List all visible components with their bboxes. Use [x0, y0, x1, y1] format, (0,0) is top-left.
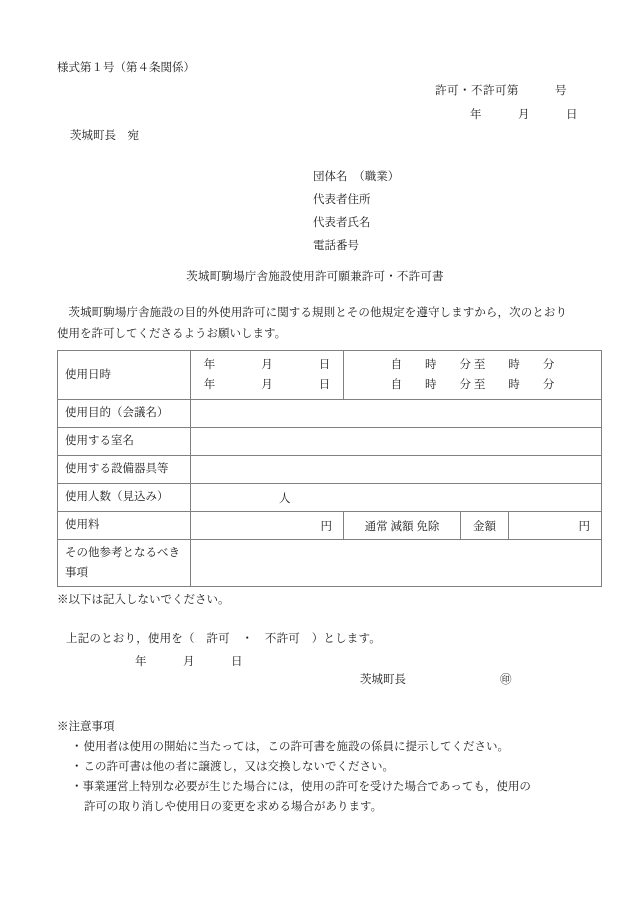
- bullet-icon: ・: [71, 741, 83, 753]
- seal-icon: ㊞: [500, 674, 512, 686]
- page-title: 茨城町駒場庁舎施設使用許可願兼許可・不許可書: [186, 271, 444, 283]
- equipment-input-cell[interactable]: [191, 456, 602, 484]
- fee-amount-label: 金額: [461, 512, 509, 540]
- bullet-icon: ・: [71, 781, 83, 793]
- table-row-equipment: [58, 456, 602, 484]
- applicant-phone-label: 電話番号: [313, 240, 359, 252]
- usage-time-cell[interactable]: [344, 351, 602, 400]
- applicant-representative-address-label: 代表者住所: [313, 194, 371, 206]
- people-unit-label: 人: [279, 492, 291, 505]
- fee-options-cell[interactable]: 通常 減額 免除: [344, 512, 461, 540]
- table-row-room: [58, 428, 602, 456]
- purpose-input-cell[interactable]: [191, 400, 602, 428]
- fee-final-amount-cell[interactable]: [509, 512, 602, 540]
- addressee-label: 茨城町長 宛: [70, 130, 139, 142]
- caution-item-text: この許可書は他の者に譲渡し，又は交換しないでください。: [83, 761, 394, 773]
- bullet-icon: ・: [71, 761, 83, 773]
- caution-item-text: 事業運営上特別な必要が生じた場合には，使用の許可を受けた場合であっても，使用の: [82, 781, 531, 793]
- usage-time-line-1: 自 時 分 至 時 分: [390, 359, 555, 371]
- fee-amount-cell[interactable]: [191, 512, 344, 540]
- permit-number-field: 許可・不許可第 号: [435, 85, 567, 97]
- table-row-fee: [58, 512, 602, 540]
- row-label-equipment: 使用する設備器具等: [58, 456, 191, 484]
- people-input-cell[interactable]: [191, 484, 602, 512]
- row-label-room: 使用する室名: [58, 428, 191, 456]
- usage-date-cell[interactable]: [191, 351, 344, 400]
- usage-date-line-1: 年 月 日: [203, 359, 331, 371]
- table-row-other: [58, 540, 602, 587]
- application-details-table: [57, 350, 602, 587]
- cautions-section: [57, 717, 577, 817]
- cautions-title: ※注意事項: [57, 721, 115, 733]
- fee-yen-unit-label: 円: [320, 520, 332, 533]
- usage-date-line-2: 年 月 日: [203, 379, 331, 391]
- room-input-cell[interactable]: [191, 428, 602, 456]
- table-row-usage-datetime: [58, 351, 602, 400]
- caution-item-text: 使用者は使用の開始に当たっては，この許可書を施設の係員に提示してください。: [83, 741, 509, 753]
- table-row-people: [58, 484, 602, 512]
- signer-title-label: 茨城町長: [360, 674, 406, 686]
- other-input-cell[interactable]: [191, 540, 602, 587]
- intro-paragraph: 茨城町駒場庁舎施設の目的外使用許可に関する規則とその他規定を遵守しますから，次のとおり使用を許可してくださるようお願いします。: [57, 307, 567, 340]
- usage-time-line-2: 自 時 分 至 時 分: [390, 379, 555, 391]
- no-entry-note: ※以下は記入しないでください。: [57, 594, 230, 606]
- row-label-purpose: 使用目的（会議名）: [58, 400, 191, 428]
- applicant-representative-name-label: 代表者氏名: [313, 217, 371, 229]
- decision-date-field: 年 月 日: [135, 656, 243, 668]
- decision-statement: 上記のとおり，使用を（ 許可 ・ 不許可 ）とします。: [66, 633, 381, 645]
- caution-item: [57, 757, 577, 777]
- applicant-organization-label: 団体名 （職業）: [313, 171, 400, 183]
- row-label-fee: 使用料: [58, 512, 191, 540]
- form-code-label: 様式第１号（第４条関係）: [57, 62, 195, 74]
- table-row-purpose: [58, 400, 602, 428]
- caution-item-continuation: 許可の取り消しや使用日の変更を求める場合があります。: [84, 801, 383, 813]
- applicant-block: [313, 166, 399, 258]
- caution-item: [57, 777, 577, 797]
- row-label-other: その他参考となるべき事項: [58, 540, 191, 587]
- fee-yen-unit-label-2: 円: [578, 520, 591, 533]
- row-label-usage-datetime: 使用日時: [58, 351, 191, 400]
- row-label-people: 使用人数（見込み）: [58, 484, 191, 512]
- permit-date-field: 年 月 日: [470, 109, 578, 121]
- caution-item: [57, 737, 577, 757]
